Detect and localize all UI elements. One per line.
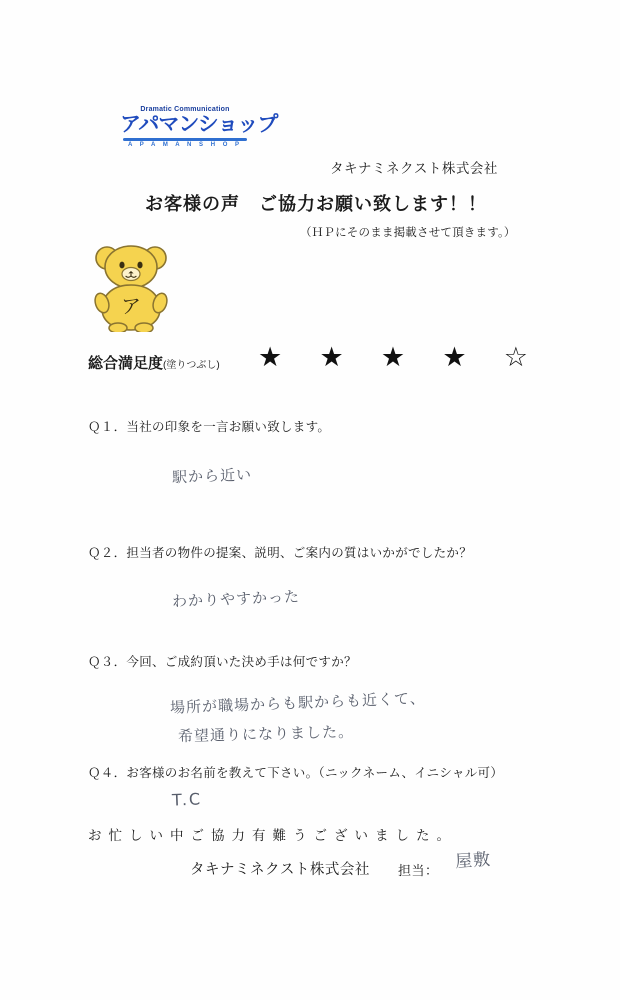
star-icon-1[interactable]: ★ bbox=[258, 342, 283, 372]
logo-romaji: A P A M A N S H O P bbox=[127, 142, 243, 149]
question-4-answer: T.C bbox=[171, 789, 203, 810]
star-icon-4[interactable]: ★ bbox=[442, 342, 467, 372]
star-icon-3[interactable]: ★ bbox=[380, 342, 406, 372]
satisfaction-label bbox=[88, 352, 220, 373]
logo-name: アパマンショップ bbox=[120, 113, 278, 136]
apaman-logo bbox=[120, 106, 278, 149]
star-icon-2[interactable]: ★ bbox=[319, 342, 344, 372]
logo-underline-bar bbox=[123, 138, 247, 141]
satisfaction-label-text: 総合満足度 bbox=[88, 355, 164, 372]
satisfaction-sub-label: (塗りつぶし) bbox=[163, 360, 220, 371]
footer-charge-label: 担当： bbox=[398, 863, 439, 878]
thanks-message: お忙しい中ご協力有難うございました。 bbox=[88, 828, 457, 843]
header-company-name: タキナミネクスト株式会社 bbox=[330, 161, 498, 176]
question-2-answer: わかりやすかった bbox=[171, 587, 301, 611]
question-1-answer: 駅から近い bbox=[171, 465, 253, 487]
svg-text:ア: ア bbox=[121, 294, 141, 318]
question-3-answer-line-1: 場所が職場からも駅からも近くて、 bbox=[169, 689, 426, 717]
satisfaction-star-rating[interactable] bbox=[258, 344, 528, 371]
footer-company-name: タキナミネクスト株式会社 bbox=[190, 862, 370, 878]
staff-signature: 屋敷 bbox=[454, 849, 492, 873]
logo-tagline: Dramatic Communication bbox=[140, 106, 230, 113]
question-1-label: Ｑ１．当社の印象を一言お願い致します。 bbox=[88, 420, 331, 434]
question-3-answer-line-2: 希望通りになりました。 bbox=[177, 722, 355, 746]
page-title: お客様の声 ご協力お願い致します！！ bbox=[145, 194, 487, 214]
publication-note: （ＨＰにそのまま掲載させて頂きます。） bbox=[300, 227, 516, 239]
question-4-label: Ｑ４．お客様のお名前を教えて下さい。（ニックネーム、イニシャル可） bbox=[88, 766, 504, 780]
apaman-bear-mascot bbox=[88, 240, 174, 332]
question-3-label: Ｑ３．今回、ご成約頂いた決め手は何ですか？ bbox=[88, 655, 357, 669]
question-2-label: Ｑ２．担当者の物件の提案、説明、ご案内の質はいかがでしたか？ bbox=[88, 546, 473, 560]
star-icon-5[interactable]: ☆ bbox=[503, 342, 528, 372]
